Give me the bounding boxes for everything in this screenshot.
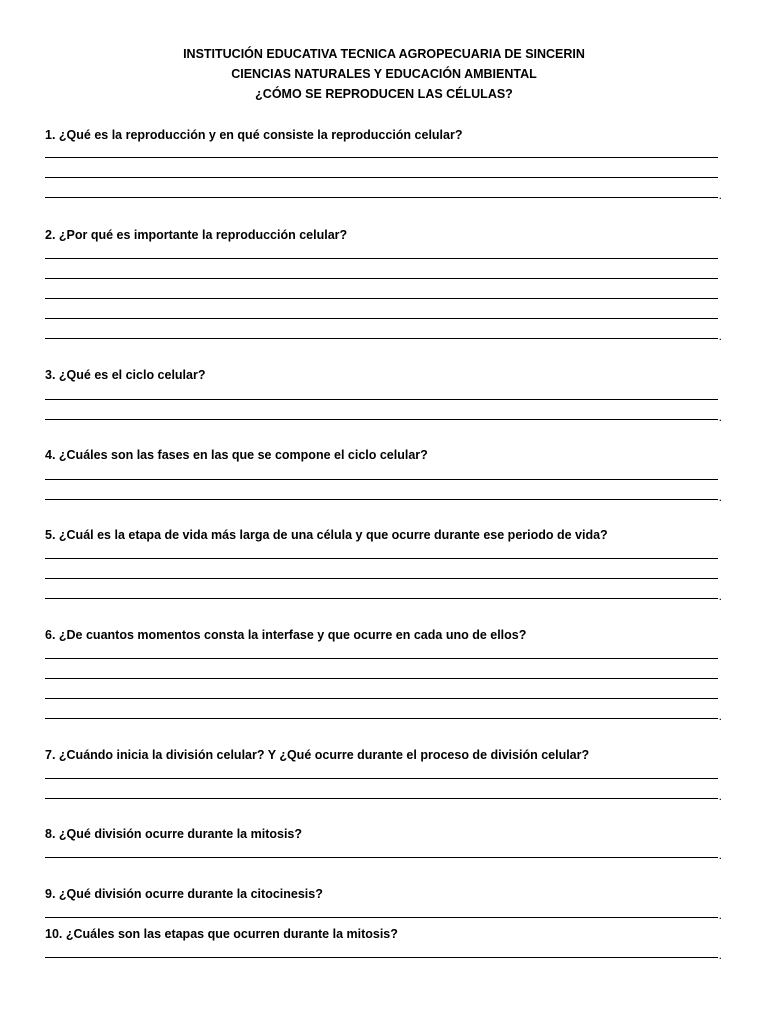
answer-line[interactable] (45, 798, 718, 799)
question-1 (45, 127, 725, 143)
question-text: 2. ¿Por qué es importante la reproducción celular? (45, 228, 348, 242)
question-7 (45, 747, 725, 763)
question-text: 8. ¿Qué división ocurre durante la mitosis? (45, 827, 303, 841)
answer-line[interactable] (45, 678, 718, 679)
answer-line[interactable] (45, 399, 718, 400)
answer-line[interactable] (45, 578, 718, 579)
question-3 (45, 367, 725, 383)
question-text: 4. ¿Cuáles son las fases en las que se compone el ciclo celular? (45, 448, 428, 462)
question-9 (45, 886, 725, 902)
question-5 (45, 527, 725, 543)
question-text: 7. ¿Cuándo inicia la división celular? Y ¿Qué ocurre durante el proceso de división celular? (45, 748, 590, 762)
answer-line[interactable] (45, 318, 718, 319)
answer-line[interactable] (45, 917, 718, 918)
answer-line[interactable] (45, 479, 718, 480)
answer-line[interactable] (45, 718, 718, 719)
answer-line[interactable] (45, 338, 718, 339)
answer-line[interactable] (45, 857, 718, 858)
question-text: 9. ¿Qué división ocurre durante la citocinesis? (45, 887, 323, 901)
answer-line[interactable] (45, 258, 718, 259)
question-text: 1. ¿Qué es la reproducción y en qué consiste la reproducción celular? (45, 128, 463, 142)
worksheet-header (0, 44, 768, 104)
answer-line[interactable] (45, 698, 718, 699)
answer-line[interactable] (45, 778, 718, 779)
question-4 (45, 447, 725, 463)
school-name: INSTITUCIÓN EDUCATIVA TECNICA AGROPECUARIA DE SINCERIN (183, 47, 585, 61)
answer-line[interactable] (45, 957, 718, 958)
question-text: 6. ¿De cuantos momentos consta la interfase y que ocurre en cada uno de ellos? (45, 628, 527, 642)
answer-line[interactable] (45, 298, 718, 299)
answer-line[interactable] (45, 157, 718, 158)
answer-line[interactable] (45, 278, 718, 279)
answer-line[interactable] (45, 419, 718, 420)
answer-line[interactable] (45, 558, 718, 559)
answer-line[interactable] (45, 499, 718, 500)
question-6 (45, 627, 725, 643)
question-10 (45, 926, 725, 942)
question-text: 3. ¿Qué es el ciclo celular? (45, 368, 206, 382)
question-2 (45, 227, 725, 243)
question-8 (45, 826, 725, 842)
worksheet-title: ¿CÓMO SE REPRODUCEN LAS CÉLULAS? (255, 87, 513, 101)
question-text: 5. ¿Cuál es la etapa de vida más larga de una célula y que ocurre durante ese periodo de vida? (45, 528, 608, 542)
subject-name: CIENCIAS NATURALES Y EDUCACIÓN AMBIENTAL (231, 67, 537, 81)
answer-line[interactable] (45, 598, 718, 599)
question-text: 10. ¿Cuáles son las etapas que ocurren durante la mitosis? (45, 927, 398, 941)
answer-line[interactable] (45, 658, 718, 659)
answer-line[interactable] (45, 197, 718, 198)
answer-line[interactable] (45, 177, 718, 178)
